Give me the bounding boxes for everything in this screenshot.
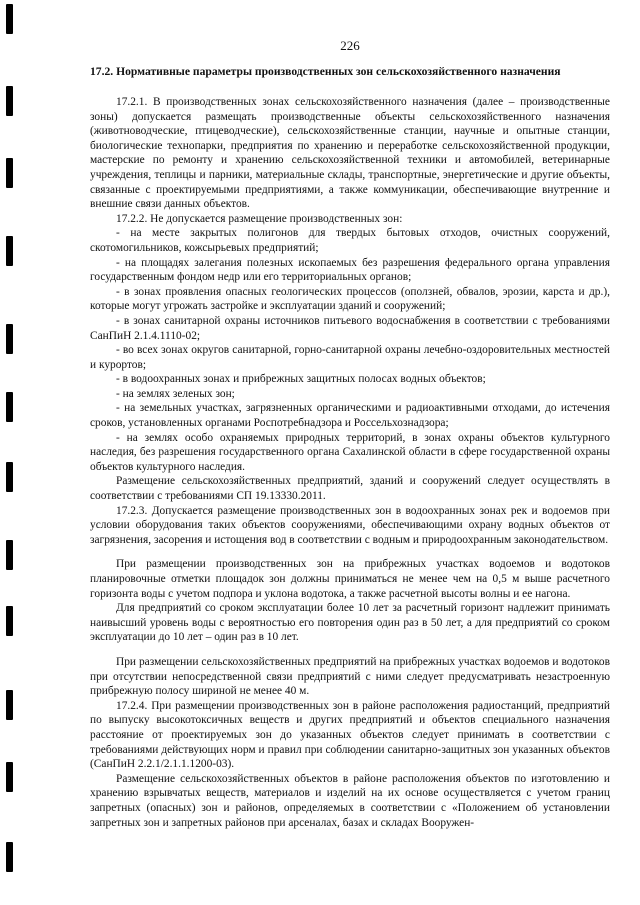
binder-hole	[6, 690, 13, 720]
list-item: - в зонах проявления опасных геологических процессов (оползней, обвалов, эрозии, карста и др.), которые могут угрожать застройке и эксплуатации зданий и сооружений;	[90, 285, 610, 313]
list-item: - на площадях залегания полезных ископаемых без разрешения федерального органа управления государственным фондом недр или его территориальных органов;	[90, 256, 610, 284]
binder-hole	[6, 762, 13, 792]
binder-hole	[6, 324, 13, 354]
binder-hole	[6, 462, 13, 492]
binder-hole	[6, 842, 13, 872]
list-item: - на земельных участках, загрязненных органическими и радиоактивными отходами, до истечения сроков, установленных органами Роспотребнадзора и Россельхознадзора;	[90, 402, 610, 430]
binder-hole	[6, 236, 13, 266]
list-item: - во всех зонах округов санитарной, горно-санитарной охраны лечебно-оздоровительных местностей и курортов;	[90, 344, 610, 371]
paragraph: Размещение сельскохозяйственных объектов в районе расположения объектов по изготовлению и хранению взрывчатых веществ, материалов и изделий на их основе осуществляется с учетом границ запретных (опасных) зон и районов, определяемых в соответствии с «Положением об установлении запретных зон и запретных районов при арсеналах, базах и складах Вооружен-	[90, 772, 610, 829]
list-item: - на месте закрытых полигонов для твердых бытовых отходов, очистных сооружений, скотомогильников, кожсырьевых предприятий;	[90, 227, 610, 254]
paragraph: 17.2.4. При размещении производственных зон в районе расположения радиостанций, предприятий по выпуску высокотоксичных веществ и других предприятий и объектов специального назначения расстояние от проектируемых зон до указанных объектов следует принимать в соответствии с требованиями действующих норм и правил при соблюдении санитарно-защитных зон указанных объектов (СанПиН 2.2.1/2.1.1.1200-03).	[90, 699, 610, 771]
list-item: - в зонах санитарной охраны источников питьевого водоснабжения в соответствии с требованиями СанПиН 2.1.4.1110-02;	[90, 314, 610, 342]
paragraph: Размещение сельскохозяйственных предприятий, зданий и сооружений следует осуществлять в соответствии с требованиями СП 19.13330.2011.	[90, 475, 610, 503]
section-heading: 17.2. Нормативные параметры производственных зон сельскохозяйственного назначения	[90, 65, 561, 78]
paragraph: Для предприятий со сроком эксплуатации более 10 лет за расчетный горизонт надлежит принимать наивысший уровень воды с вероятностью его повторения один раз в 50 лет, а для предприятий со сроком эксплуатации до 10 лет – один раз в 10 лет.	[90, 602, 610, 644]
binder-hole	[6, 158, 13, 188]
document-body	[90, 95, 610, 830]
document-page	[90, 38, 610, 830]
paragraph: При размещении сельскохозяйственных предприятий на прибрежных участках водоемов и водотоков при отсутствии непосредственной связи предприятий с ними следует предусматривать незастроенную прибрежную полосу шириной не менее 40 м.	[90, 655, 610, 698]
binder-holes	[6, 0, 14, 905]
page-number: 226	[340, 38, 360, 53]
paragraph: При размещении производственных зон на прибрежных участках водоемов и водотоков планировочные отметки площадок зон должны приниматься не менее чем на 0,5 м выше расчетного горизонта воды с учетом подпора и уклона водотока, а также расчетной высоты волны и ее нагона.	[90, 558, 610, 600]
list-item: - на землях зеленых зон;	[116, 387, 235, 400]
binder-hole	[6, 4, 13, 34]
paragraph: 17.2.2. Не допускается размещение производственных зон:	[116, 212, 403, 225]
list-item: - на землях особо охраняемых природных территорий, в зонах охраны объектов культурного наследия, без разрешения государственного органа Сахалинской области в сфере государственной охраны объектов культурного наследия.	[90, 431, 610, 473]
binder-hole	[6, 540, 13, 570]
binder-hole	[6, 392, 13, 422]
paragraph: 17.2.3. Допускается размещение производственных зон в водоохранных зонах рек и водоемов при условии оборудования таких объектов сооружениями, обеспечивающими охрану водных объектов от загрязнения, засорения и истощения вод в соответствии с водным и природоохранным законодательством.	[90, 504, 610, 546]
binder-hole	[6, 606, 13, 636]
list-item: - в водоохранных зонах и прибрежных защитных полосах водных объектов;	[116, 373, 486, 386]
paragraph: 17.2.1. В производственных зонах сельскохозяйственного назначения (далее – производственные зоны) допускается размещать производственные объекты сельскохозяйственного назначения (животноводческие, птицеводческие), сельскохозяйственные станции, научные и опытные станции, биологические технопарки, предприятия по хранению и переработке сельскохозяйственной продукции, мастерские по ремонту и хранению сельскохозяйственной техники и автомобилей, ветеринарные учреждения, теплицы и парники, материальные склады, транспортные, энергетические и другие объекты, связанные с проектируемыми предприятиями, а также коммуникации, обеспечивающие внутренние и внешние связи данных объектов.	[90, 96, 610, 211]
binder-hole	[6, 86, 13, 116]
